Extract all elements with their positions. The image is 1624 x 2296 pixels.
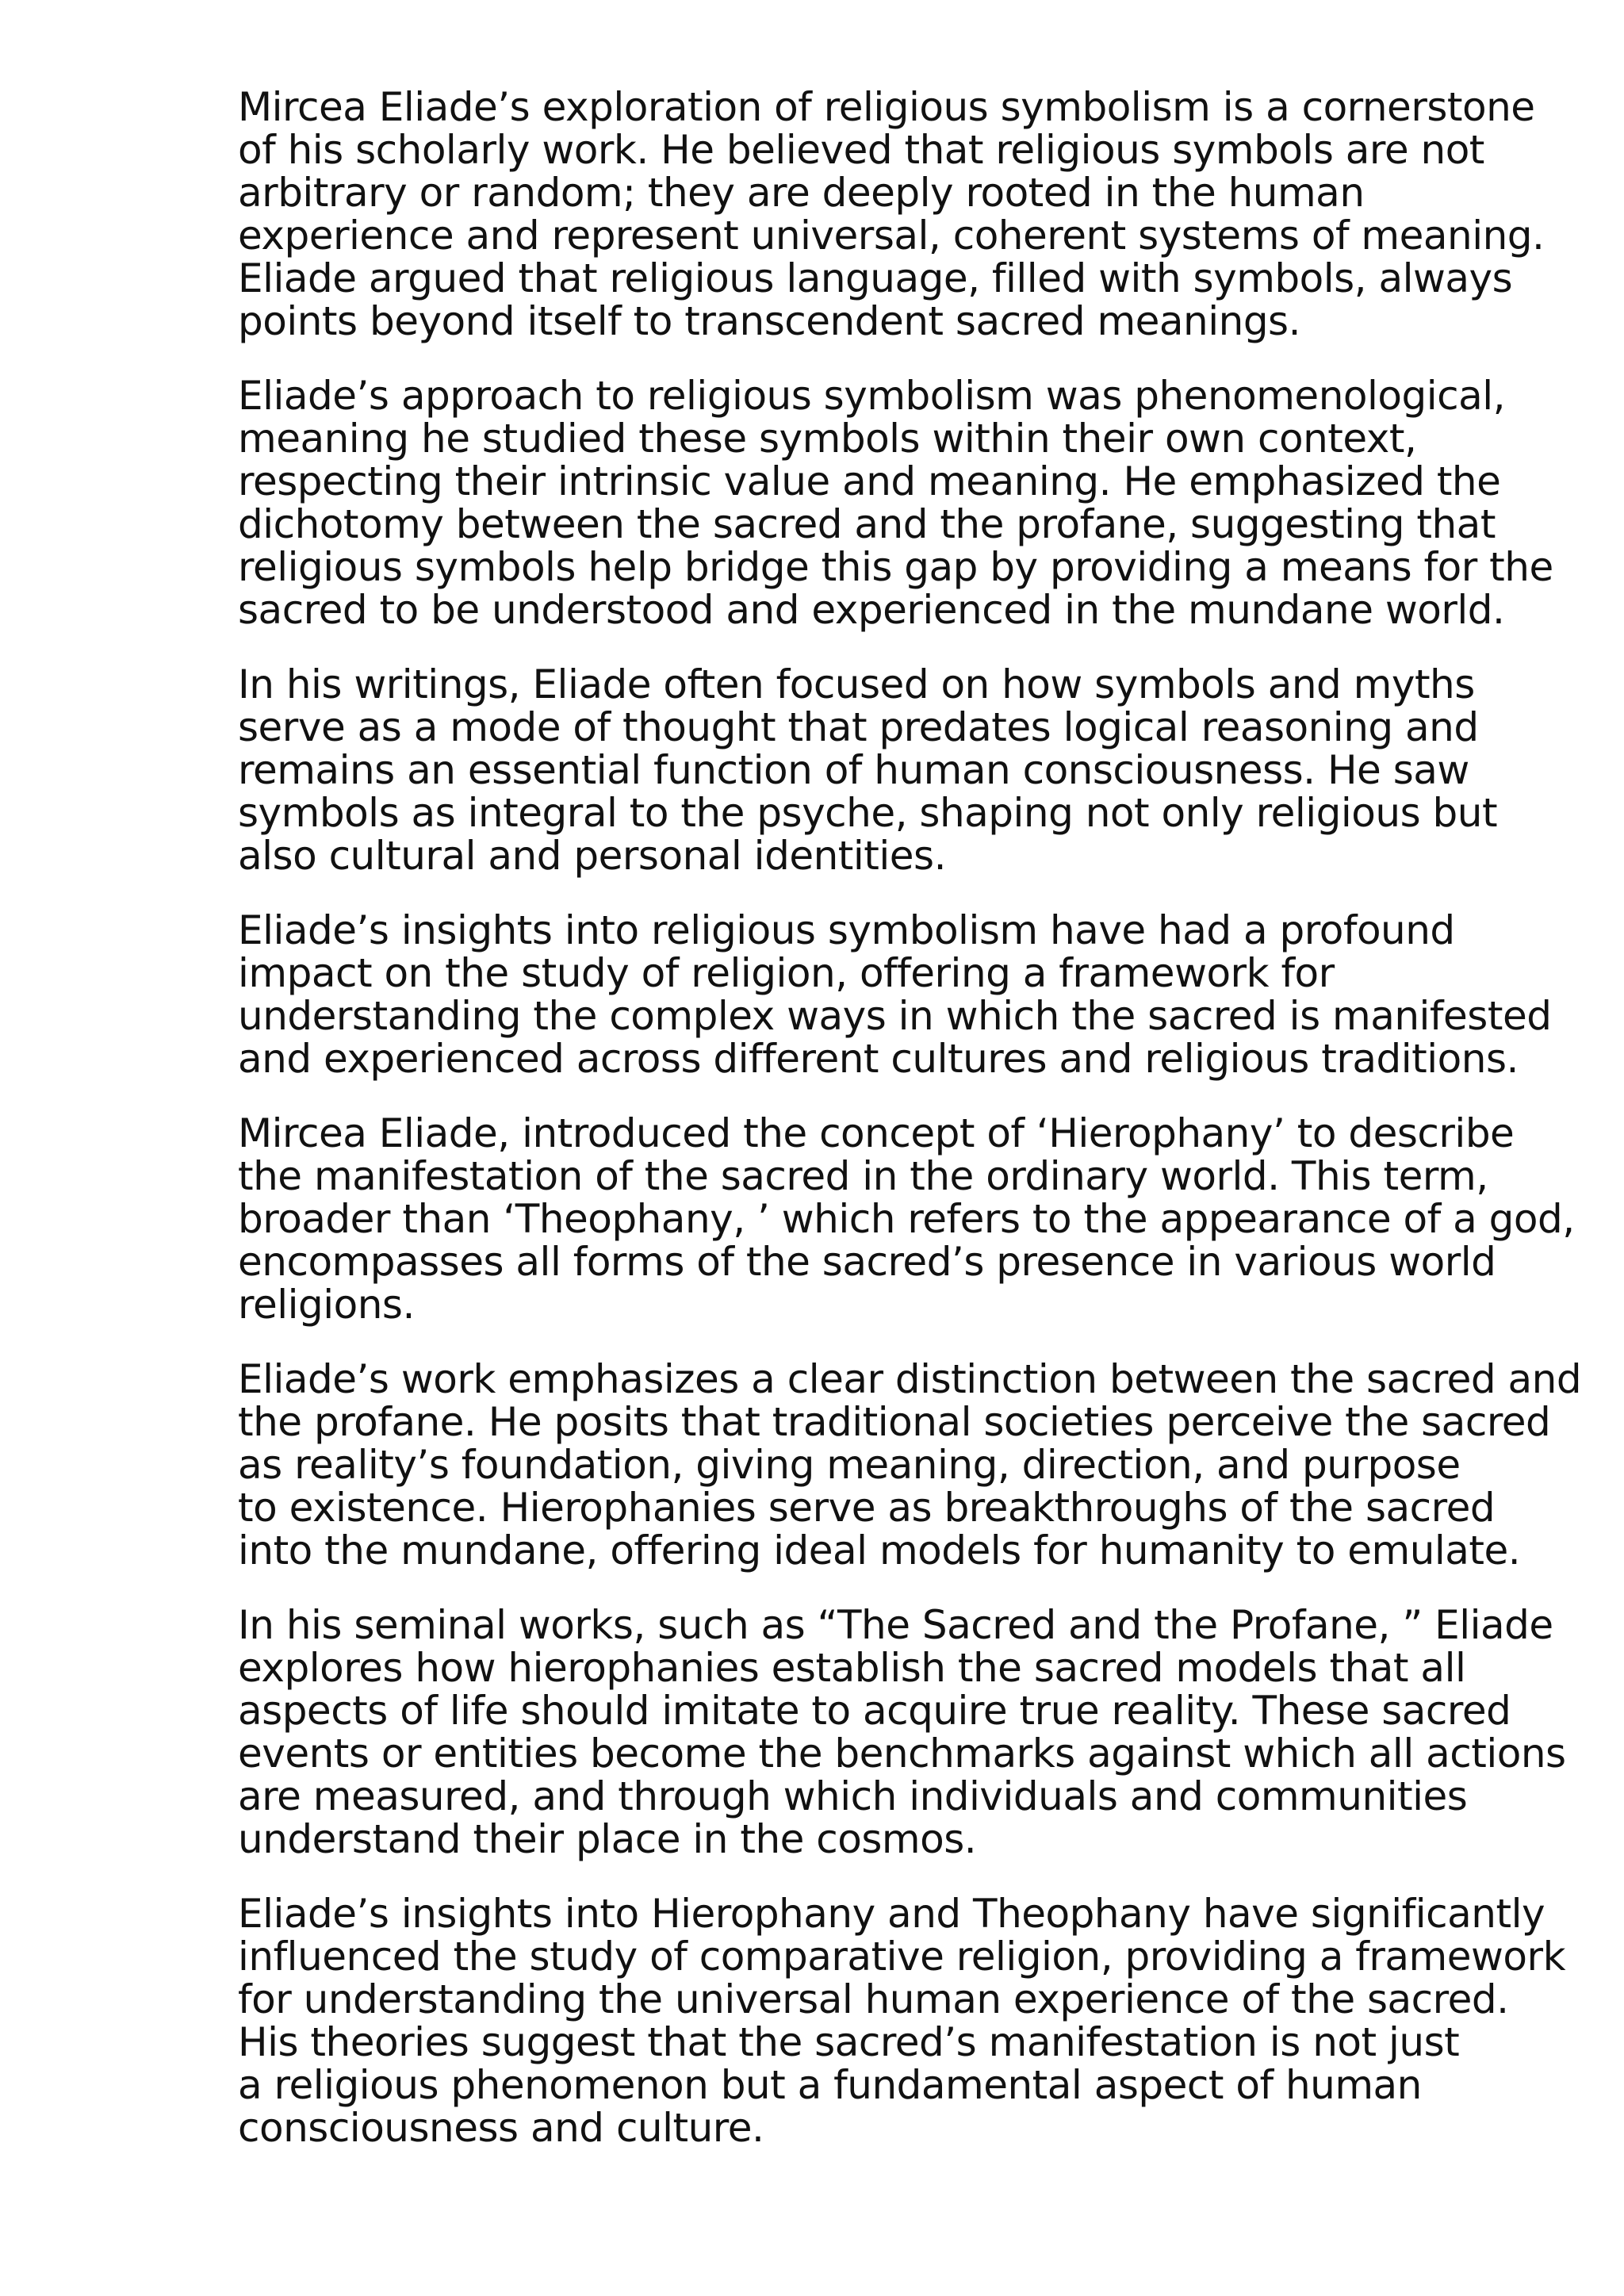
paragraph-4: Eliade’s insights into religious symbolism have had a profound impact on the study of religion, offering a framework for understanding the complex ways in which the sacred is manifested and experienced across different cultures and religious traditions. xyxy=(238,907,1552,1082)
paragraph-5: Mircea Eliade, introduced the concept of ‘Hierophany’ to describe the manifestation of the sacred in the ordinary world. This term, broader than ‘Theophany, ’ which refers to the appearance of a god, encompasses all forms of the sacred’s presence in various world religions. xyxy=(238,1110,1575,1328)
paragraph-8: Eliade’s insights into Hierophany and Theophany have significantly influenced the study of comparative religion, providing a framework for understanding the universal human experience of the sacred. His theories suggest that the sacred’s manifestation is not just a religious phenomenon but a fundamental aspect of human consciousness and culture. xyxy=(238,1891,1566,2151)
paragraph-7: In his seminal works, such as “The Sacred and the Profane, ” Eliade explores how hierophanies establish the sacred models that all aspects of life should imitate to acquire true reality. These sacred events or entities become the benchmarks against which all actions are measured, and through which individuals and communities understand their place in the cosmos. xyxy=(238,1602,1566,1862)
paragraph-2: Eliade’s approach to religious symbolism was phenomenological, meaning he studied these symbols within their own context, respecting their intrinsic value and meaning. He emphasized the dichotomy between the sacred and the profane, suggesting that religious symbols help bridge this gap by providing a means for the sacred to be understood and experienced in the mundane world. xyxy=(238,373,1553,633)
paragraph-6: Eliade’s work emphasizes a clear distinction between the sacred and the profane. He posits that traditional societies perceive the sacred as reality’s foundation, giving meaning, direction, and purpose to existence. Hierophanies serve as breakthroughs of the sacred into the mundane, offering ideal models for humanity to emulate. xyxy=(238,1356,1582,1573)
body-text xyxy=(238,86,1586,2181)
paragraph-1: Mircea Eliade’s exploration of religious symbolism is a cornerstone of his scholarly work. He believed that religious symbols are not arbitrary or random; they are deeply rooted in the human experience and represent universal, coherent systems of meaning. Eliade argued that religious language, filled with symbols, always points beyond itself to transcendent sacred meanings. xyxy=(238,84,1545,344)
paragraph-3: In his writings, Eliade often focused on how symbols and myths serve as a mode of thought that predates logical reasoning and remains an essential function of human consciousness. He saw symbols as integral to the psyche, shaping not only religious but also cultural and personal identities. xyxy=(238,661,1498,879)
